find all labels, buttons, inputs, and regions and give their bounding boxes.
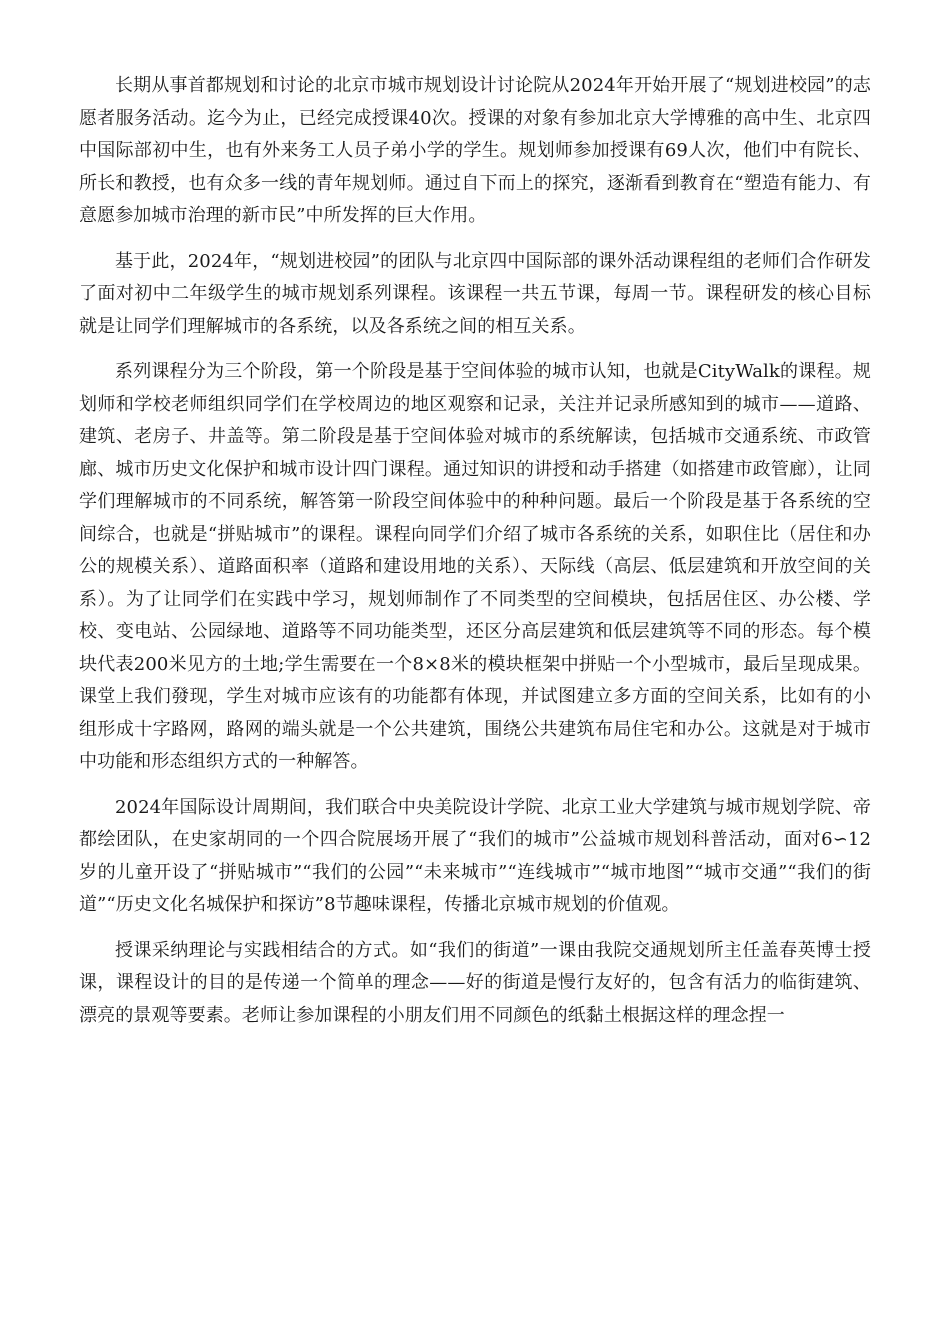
paragraph-2: 基于此，2024年，“规划进校园”的团队与北京四中国际部的课外活动课程组的老师们合作研发了面对初中二年级学生的城市规划系列课程。该课程一共五节课，每周一节。课程研发的核心目标就是让同学们理解城市的各系统，以及各系统之间的相互关系。 [79,250,871,337]
document-body [79,70,871,1045]
paragraph-1: 长期从事首都规划和讨论的北京市城市规划设计讨论院从2024年开始开展了“规划进校园”的志愿者服务活动。迄今为止，已经完成授课40次。授课的对象有参加北京大学博雅的高中生、北京四中国际部初中生，也有外来务工人员子弟小学的学生。规划师参加授课有69人次，他们中有院长、所长和教授，也有众多一线的青年规划师。通过自下而上的探究，逐渐看到教育在“塑造有能力、有意愿参加城市治理的新市民”中所发挥的巨大作用。 [79,75,871,226]
paragraph-5: 授课采纳理论与实践相结合的方式。如“我们的街道”一课由我院交通规划所主任盖春英博士授课，课程设计的目的是传递一个简单的理念——好的街道是慢行友好的，包含有活力的临街建筑、漂亮的景观等要素。老师让参加课程的小朋友们用不同颜色的纸黏土根据这样的理念捏一 [79,939,871,1026]
paragraph-4: 2024年国际设计周期间，我们联合中央美院设计学院、北京工业大学建筑与城市规划学院、帝都绘团队，在史家胡同的一个四合院展场开展了“我们的城市”公益城市规划科普活动，面对6∽12岁的儿童开设了“拼贴城市”“我们的公园”“未来城市”“连线城市”“城市地图”“城市交通”“我们的街道”“历史文化名城保护和探访”8节趣味课程，传播北京城市规划的价值观。 [79,796,871,915]
paragraph-3: 系列课程分为三个阶段，第一个阶段是基于空间体验的城市认知，也就是CityWalk的课程。规划师和学校老师组织同学们在学校周边的地区观察和记录，关注并记录所感知到的城市——道路、建筑、老房子、井盖等。第二阶段是基于空间体验对城市的系统解读，包括城市交通系统、市政管廊、城市历史文化保护和城市设计四门课程。通过知识的讲授和动手搭建（如搭建市政管廊），让同学们理解城市的不同系统，解答第一阶段空间体验中的种种问题。最后一个阶段是基于各系统的空间综合，也就是“拼贴城市”的课程。课程向同学们介绍了城市各系统的关系，如职住比（居住和办公的规模关系）、道路面积率（道路和建设用地的关系）、天际线（高层、低层建筑和开放空间的关系）。为了让同学们在实践中学习，规划师制作了不同类型的空间模块，包括居住区、办公楼、学校、变电站、公园绿地、道路等不同功能类型，还区分高层建筑和低层建筑等不同的形态。每个模块代表200米见方的土地;学生需要在一个8×8米的模块框架中拼贴一个小型城市，最后呈现成果。课堂上我们發现，学生对城市应该有的功能都有体现，并试图建立多方面的空间关系，比如有的小组形成十字路网，路网的端头就是一个公共建筑，围绕公共建筑布局住宅和办公。这就是对于城市中功能和形态组织方式的一种解答。 [79,361,871,772]
